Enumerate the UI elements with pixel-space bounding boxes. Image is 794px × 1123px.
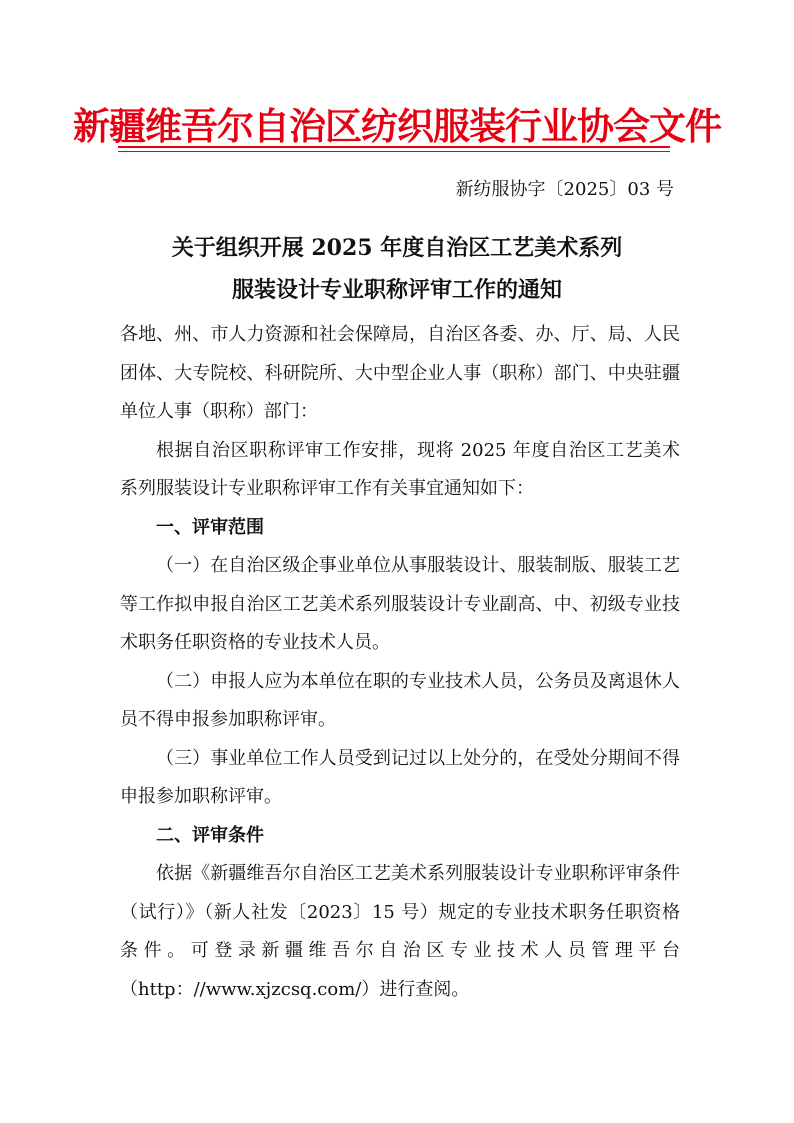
section-1-item-1: （一）在自治区级企事业单位从事服装设计、服装制版、服装工艺等工作拟申报自治区工艺美术系列服装设计专业副高、中、初级专业技术职务任职资格的专业技术人员。 (120, 555, 680, 653)
org-header-title: 新疆维吾尔自治区纺织服装行业协会文件 (73, 104, 721, 148)
document-number: 新纺服协字〔2025〕03 号 (455, 179, 674, 200)
section-1-item-3: （三）事业单位工作人员受到记过以上处分的，在受处分期间不得申报参加职称评审。 (120, 747, 680, 807)
section-2-heading: 二、评审条件 (156, 824, 264, 846)
recipients-paragraph: 各地、州、市人力资源和社会保障局，自治区各委、办、厅、局、人民团体、大专院校、科研院所、大中型企业人事（职称）部门、中央驻疆单位人事（职称）部门： (120, 324, 680, 422)
section-2-paragraph: 依据《新疆维吾尔自治区工艺美术系列服装设计专业职称评审条件（试行）》（新人社发〔2023〕15 号）规定的专业技术职务任职资格条件。可登录新疆维吾尔自治区专业技术人员管理平台（http：//www.xjzcsq.com/）进行查阅。 (120, 863, 680, 1000)
notice-title (0, 227, 794, 311)
intro-paragraph: 根据自治区职称评审工作安排，现将 2025 年度自治区工艺美术系列服装设计专业职称评审工作有关事宜通知如下： (120, 439, 680, 499)
section-1-heading: 一、评审范围 (156, 516, 264, 538)
section-1-item-2: （二）申报人应为本单位在职的专业技术人员，公务员及离退休人员不得申报参加职称评审。 (120, 670, 680, 730)
notice-title-line-2: 服装设计专业职称评审工作的通知 (231, 277, 562, 303)
notice-title-line-1: 关于组织开展 2025 年度自治区工艺美术系列 (171, 235, 623, 261)
header-divider (118, 146, 670, 152)
notice-body (120, 316, 680, 1009)
